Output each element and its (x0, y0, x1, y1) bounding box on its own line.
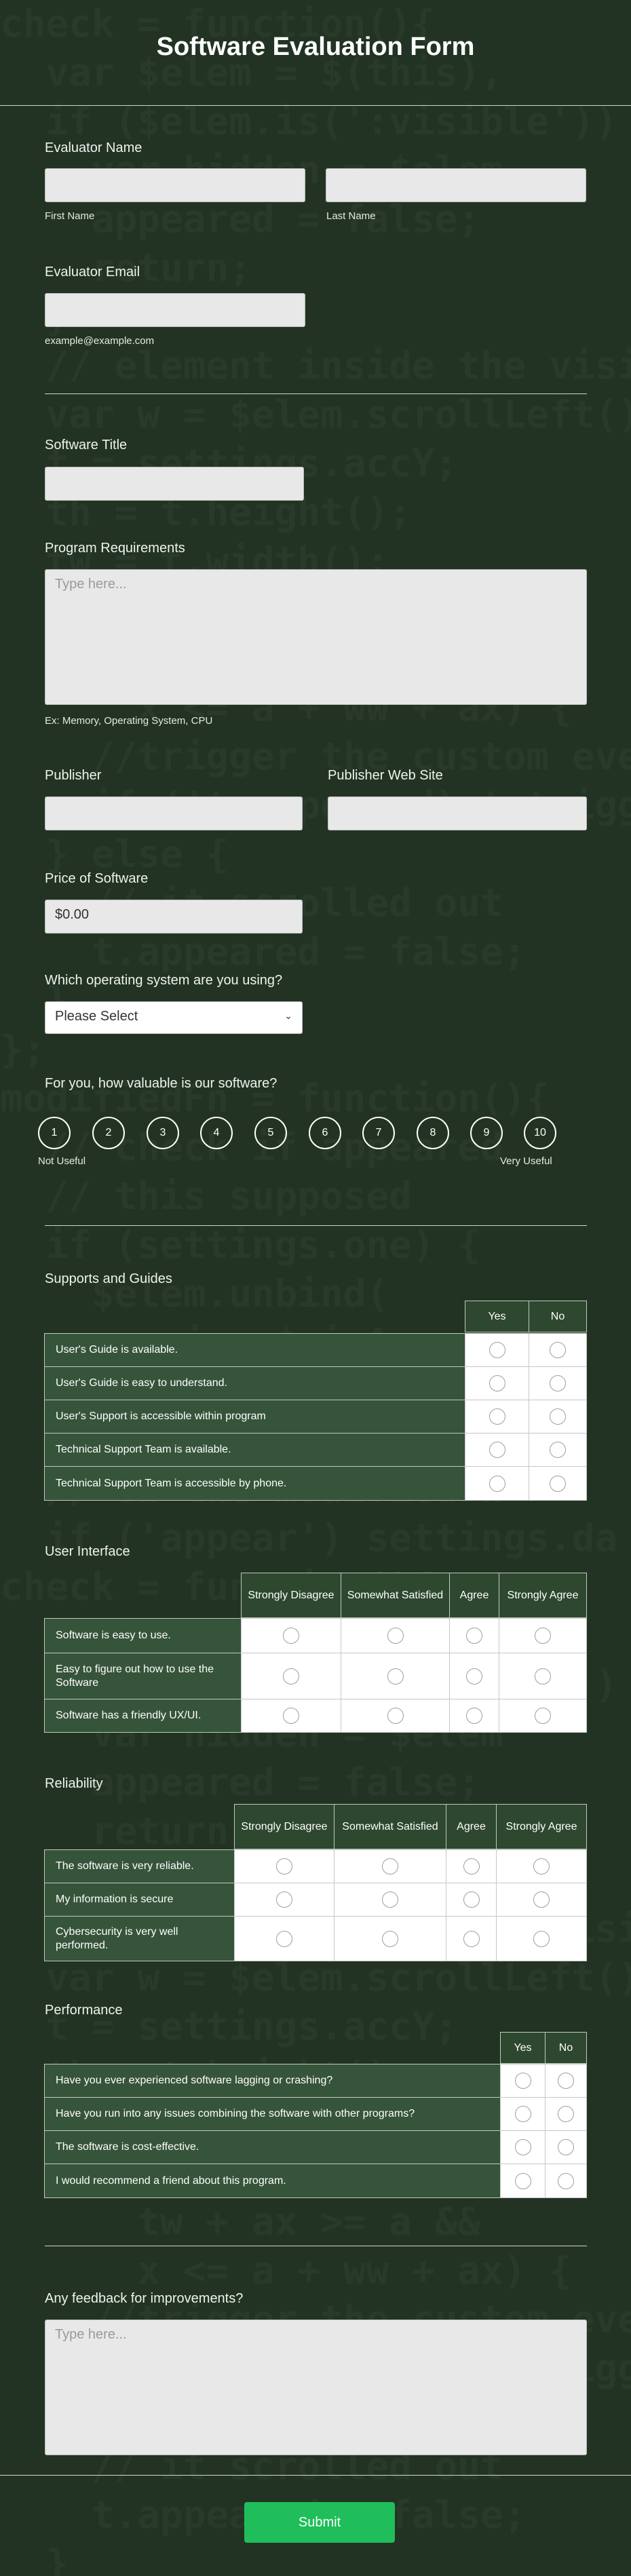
table-row-label: User's Support is accessible within program (44, 1400, 465, 1434)
supports-cell[interactable] (465, 1466, 529, 1501)
table-row-label: The software is very reliable. (44, 1849, 235, 1883)
supports-cell[interactable] (465, 1333, 529, 1367)
performance-cell[interactable] (545, 2064, 587, 2098)
table-row-label: Software has a friendly UX/UI. (44, 1699, 242, 1733)
first-name-input[interactable] (45, 168, 305, 202)
radio-button[interactable] (515, 2139, 531, 2155)
radio-button[interactable] (466, 1708, 482, 1724)
table-row-label: Cybersecurity is very well performed. (44, 1916, 235, 1961)
rating-option-3[interactable]: 3 (147, 1117, 179, 1149)
email-field[interactable] (45, 293, 305, 327)
radio-button[interactable] (550, 1442, 566, 1458)
rating-option-7[interactable]: 7 (362, 1117, 395, 1149)
footer-divider (0, 2475, 631, 2476)
table-row-label: User's Guide is easy to understand. (44, 1366, 465, 1400)
last-name-input[interactable] (326, 168, 586, 202)
radio-button[interactable] (489, 1442, 505, 1458)
section-divider (45, 1225, 587, 1226)
header-divider (0, 105, 631, 106)
radio-button[interactable] (466, 1668, 482, 1685)
ui-cell[interactable] (341, 1618, 450, 1653)
supports-col-no: No (529, 1301, 587, 1332)
radio-button[interactable] (489, 1342, 505, 1358)
performance-col-yes: Yes (500, 2032, 546, 2064)
radio-button[interactable] (466, 1628, 482, 1644)
radio-button[interactable] (550, 1408, 566, 1425)
reliability-cell[interactable] (446, 1849, 497, 1883)
performance-cell[interactable] (500, 2164, 546, 2198)
ui-cell[interactable] (499, 1653, 587, 1699)
radio-button[interactable] (276, 1858, 292, 1875)
evaluator-email-label: Evaluator Email (45, 265, 140, 280)
supports-cell[interactable] (529, 1400, 587, 1434)
radio-button[interactable] (276, 1931, 292, 1947)
software-title-label: Software Title (45, 438, 128, 453)
reliability-cell[interactable] (496, 1849, 587, 1883)
reliability-cell[interactable] (234, 1916, 334, 1961)
table-row-label: I would recommend a friend about this program. (44, 2164, 501, 2198)
radio-button[interactable] (558, 2073, 574, 2089)
radio-button[interactable] (535, 1668, 551, 1685)
performance-cell[interactable] (545, 2130, 587, 2164)
os-select[interactable] (45, 1001, 303, 1034)
ui-cell[interactable] (241, 1699, 341, 1733)
last-name-sublabel: Last Name (326, 210, 376, 222)
radio-button[interactable] (535, 1628, 551, 1644)
rating-low-label: Not Useful (38, 1155, 86, 1167)
radio-button[interactable] (387, 1668, 404, 1685)
performance-cell[interactable] (500, 2097, 546, 2131)
rating-high-label: Very Useful (500, 1155, 552, 1167)
reliability-cell[interactable] (334, 1916, 446, 1961)
table-row-label: Have you ever experienced software lagging or crashing? (44, 2064, 501, 2098)
ui-col-agree: Agree (449, 1573, 499, 1618)
radio-button[interactable] (382, 1931, 398, 1947)
reliability-cell[interactable] (334, 1883, 446, 1917)
reliability-cell[interactable] (234, 1849, 334, 1883)
chevron-down-icon: ⌄ (284, 1010, 292, 1021)
radio-button[interactable] (382, 1891, 398, 1908)
performance-title: Performance (45, 2003, 123, 2018)
rating-option-10[interactable]: 10 (524, 1117, 556, 1149)
radio-button[interactable] (558, 2106, 574, 2122)
publisher-label: Publisher (45, 768, 102, 783)
supports-cell[interactable] (529, 1466, 587, 1501)
publisher-website-label: Publisher Web Site (328, 768, 443, 783)
section-divider (45, 393, 587, 394)
program-requirements-textarea[interactable]: Type here... (45, 569, 587, 705)
table-row-label: User's Guide is available. (44, 1333, 465, 1367)
program-requirements-hint: Ex: Memory, Operating System, CPU (45, 715, 213, 727)
reliability-col-strongly-agree: Strongly Agree (496, 1804, 587, 1849)
ui-cell[interactable] (241, 1653, 341, 1699)
supports-cell[interactable] (465, 1366, 529, 1400)
ui-cell[interactable] (499, 1699, 587, 1733)
rating-question-label: For you, how valuable is our software? (45, 1076, 278, 1091)
os-question-label: Which operating system are you using? (45, 973, 283, 988)
form-title: Software Evaluation Form (156, 33, 475, 61)
reliability-cell[interactable] (446, 1916, 497, 1961)
reliability-col-somewhat-satisfied: Somewhat Satisfied (334, 1804, 446, 1849)
radio-button[interactable] (463, 1931, 480, 1947)
ui-cell[interactable] (341, 1653, 450, 1699)
radio-button[interactable] (382, 1858, 398, 1875)
radio-button[interactable] (550, 1375, 566, 1391)
reliability-cell[interactable] (234, 1883, 334, 1917)
radio-button[interactable] (489, 1375, 505, 1391)
evaluator-name-label: Evaluator Name (45, 140, 142, 155)
radio-button[interactable] (515, 2173, 531, 2189)
program-requirements-label: Program Requirements (45, 541, 185, 556)
radio-button[interactable] (533, 1931, 550, 1947)
radio-button[interactable] (489, 1476, 505, 1492)
supports-cell[interactable] (465, 1400, 529, 1434)
software-title-input[interactable] (45, 467, 304, 501)
ui-cell[interactable] (341, 1699, 450, 1733)
reliability-cell[interactable] (496, 1883, 587, 1917)
radio-button[interactable] (387, 1708, 404, 1724)
feedback-label: Any feedback for improvements? (45, 2291, 244, 2306)
rating-option-9[interactable]: 9 (470, 1117, 503, 1149)
rating-option-4[interactable]: 4 (200, 1117, 233, 1149)
price-label: Price of Software (45, 871, 149, 886)
ui-col-somewhat-satisfied: Somewhat Satisfied (341, 1573, 450, 1618)
performance-cell[interactable] (500, 2064, 546, 2098)
table-row-label: The software is cost-effective. (44, 2130, 501, 2164)
submit-button[interactable]: Submit (244, 2502, 395, 2543)
publisher-website-input[interactable] (328, 796, 587, 830)
radio-button[interactable] (463, 1858, 480, 1875)
ui-cell[interactable] (449, 1699, 499, 1733)
table-row-label: Technical Support Team is available. (44, 1433, 465, 1467)
radio-button[interactable] (489, 1408, 505, 1425)
reliability-cell[interactable] (496, 1916, 587, 1961)
publisher-input[interactable] (45, 796, 303, 830)
radio-button[interactable] (387, 1628, 404, 1644)
supports-cell[interactable] (529, 1333, 587, 1367)
performance-cell[interactable] (500, 2130, 546, 2164)
radio-button[interactable] (558, 2173, 574, 2189)
radio-button[interactable] (283, 1668, 299, 1685)
radio-button[interactable] (533, 1858, 550, 1875)
email-sublabel: example@example.com (45, 335, 155, 347)
ui-cell[interactable] (241, 1618, 341, 1653)
reliability-cell[interactable] (446, 1883, 497, 1917)
rating-option-8[interactable]: 8 (417, 1117, 449, 1149)
ui-col-strongly-disagree: Strongly Disagree (241, 1573, 341, 1618)
feedback-textarea[interactable]: Type here... (45, 2320, 587, 2455)
supports-cell[interactable] (529, 1433, 587, 1467)
ui-cell[interactable] (499, 1618, 587, 1653)
os-select-value: Please Select (55, 1009, 138, 1024)
rating-option-2[interactable]: 2 (92, 1117, 125, 1149)
radio-button[interactable] (550, 1342, 566, 1358)
radio-button[interactable] (535, 1708, 551, 1724)
first-name-sublabel: First Name (45, 210, 95, 222)
ui-title: User Interface (45, 1544, 130, 1559)
reliability-title: Reliability (45, 1776, 103, 1791)
reliability-col-strongly-disagree: Strongly Disagree (234, 1804, 334, 1849)
radio-button[interactable] (515, 2106, 531, 2122)
rating-option-5[interactable]: 5 (254, 1117, 287, 1149)
radio-button[interactable] (283, 1628, 299, 1644)
reliability-col-agree: Agree (446, 1804, 497, 1849)
supports-col-yes: Yes (465, 1301, 529, 1332)
performance-col-no: No (545, 2032, 587, 2064)
price-input[interactable]: $0.00 (45, 900, 303, 934)
table-row-label: My information is secure (44, 1883, 235, 1917)
radio-button[interactable] (533, 1891, 550, 1908)
performance-cell[interactable] (545, 2164, 587, 2198)
table-row-label: Software is easy to use. (44, 1618, 242, 1653)
radio-button[interactable] (276, 1891, 292, 1908)
supports-cell[interactable] (465, 1433, 529, 1467)
supports-title: Supports and Guides (45, 1271, 172, 1286)
table-row-label: Easy to figure out how to use the Software (44, 1653, 242, 1699)
performance-cell[interactable] (545, 2097, 587, 2131)
ui-cell[interactable] (449, 1618, 499, 1653)
reliability-cell[interactable] (334, 1849, 446, 1883)
radio-button[interactable] (463, 1891, 480, 1908)
table-row-label: Technical Support Team is accessible by phone. (44, 1466, 465, 1501)
rating-option-6[interactable]: 6 (309, 1117, 341, 1149)
ui-col-strongly-agree: Strongly Agree (499, 1573, 587, 1618)
radio-button[interactable] (550, 1476, 566, 1492)
rating-option-1[interactable]: 1 (38, 1117, 71, 1149)
supports-cell[interactable] (529, 1366, 587, 1400)
radio-button[interactable] (283, 1708, 299, 1724)
radio-button[interactable] (558, 2139, 574, 2155)
ui-cell[interactable] (449, 1653, 499, 1699)
radio-button[interactable] (515, 2073, 531, 2089)
table-row-label: Have you run into any issues combining the software with other programs? (44, 2097, 501, 2131)
